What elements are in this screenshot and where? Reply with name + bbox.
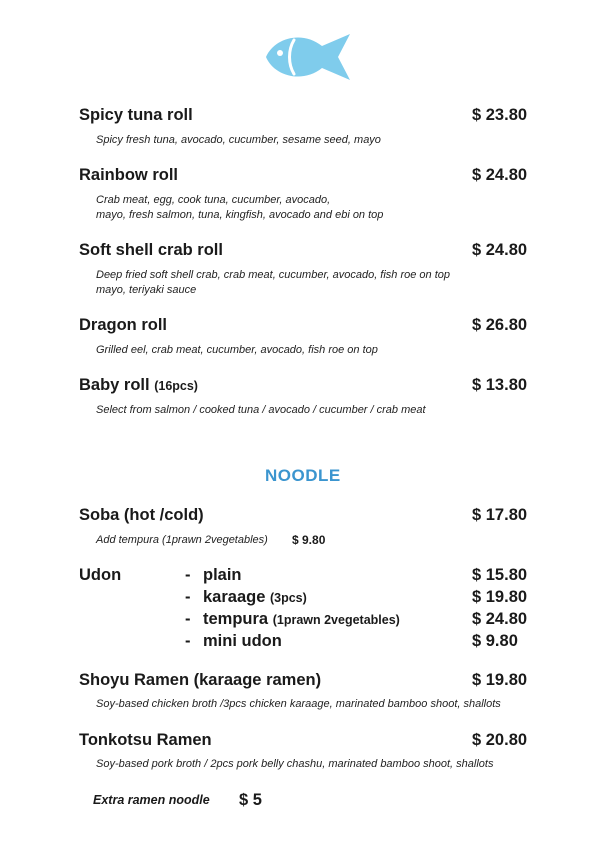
item-portion: (16pcs) [154, 379, 198, 393]
item-name: Shoyu Ramen (karaage ramen) [79, 671, 322, 689]
item-price: $ 20.80 [472, 731, 528, 749]
item-price: $ 13.80 [472, 376, 528, 394]
item-name: Rainbow roll [79, 166, 178, 184]
extra-price: $ 5 [239, 791, 262, 809]
option-price: $ 19.80 [472, 588, 528, 606]
item-name: Soba (hot /cold) [79, 506, 204, 524]
option-portion: (1prawn 2vegetables) [272, 613, 400, 627]
option-dash: - [185, 610, 191, 628]
udon-option [203, 566, 242, 585]
udon-option [203, 588, 307, 607]
option-name: mini udon [203, 632, 282, 650]
item-name [79, 376, 198, 395]
option-price: $ 24.80 [472, 610, 528, 628]
addon-price: $ 9.80 [292, 533, 326, 547]
item-name-text: Baby roll [79, 376, 150, 394]
option-dash: - [185, 566, 191, 584]
udon-option [203, 632, 282, 651]
item-description: mayo, teriyaki sauce [96, 284, 197, 296]
item-name: Dragon roll [79, 316, 168, 334]
item-price: $ 26.80 [472, 316, 528, 334]
item-name: Tonkotsu Ramen [79, 731, 212, 749]
option-dash: - [185, 632, 191, 650]
fish-icon [264, 32, 352, 82]
item-description: Crab meat, egg, cook tuna, cucumber, avocado, [96, 194, 331, 206]
item-name: Soft shell crab roll [79, 241, 223, 259]
item-price: $ 19.80 [472, 671, 528, 689]
item-description: Grilled eel, crab meat, cucumber, avocado, fish roe on top [96, 344, 378, 356]
extra-label: Extra ramen noodle [93, 793, 210, 807]
udon-option [203, 610, 400, 629]
item-price: $ 23.80 [472, 106, 528, 124]
item-price: $ 17.80 [472, 506, 528, 524]
option-name: karaage [203, 588, 266, 606]
option-name: tempura [203, 610, 269, 628]
option-dash: - [185, 588, 191, 606]
item-price: $ 24.80 [472, 241, 528, 259]
item-description: Select from salmon / cooked tuna / avocado / cucumber / crab meat [96, 404, 426, 416]
item-description: Soy-based chicken broth /3pcs chicken karaage, marinated bamboo shoot, shallots [96, 698, 501, 710]
option-price: $ 9.80 [472, 632, 518, 650]
item-name: Udon [79, 566, 122, 584]
option-name: plain [203, 566, 242, 584]
item-price: $ 24.80 [472, 166, 528, 184]
item-name: Spicy tuna roll [79, 106, 193, 124]
option-portion: (3pcs) [269, 591, 307, 605]
item-description: Spicy fresh tuna, avocado, cucumber, sesame seed, mayo [96, 134, 381, 146]
item-description: Soy-based pork broth / 2pcs pork belly chashu, marinated bamboo shoot, shallots [96, 758, 494, 770]
item-description: Deep fried soft shell crab, crab meat, cucumber, avocado, fish roe on top [96, 269, 451, 281]
item-description: mayo, fresh salmon, tuna, kingfish, avocado and ebi on top [96, 209, 384, 221]
addon-description: Add tempura (1prawn 2vegetables) [96, 534, 268, 546]
section-heading-noodle: NOODLE [265, 466, 341, 485]
option-price: $ 15.80 [472, 566, 528, 584]
